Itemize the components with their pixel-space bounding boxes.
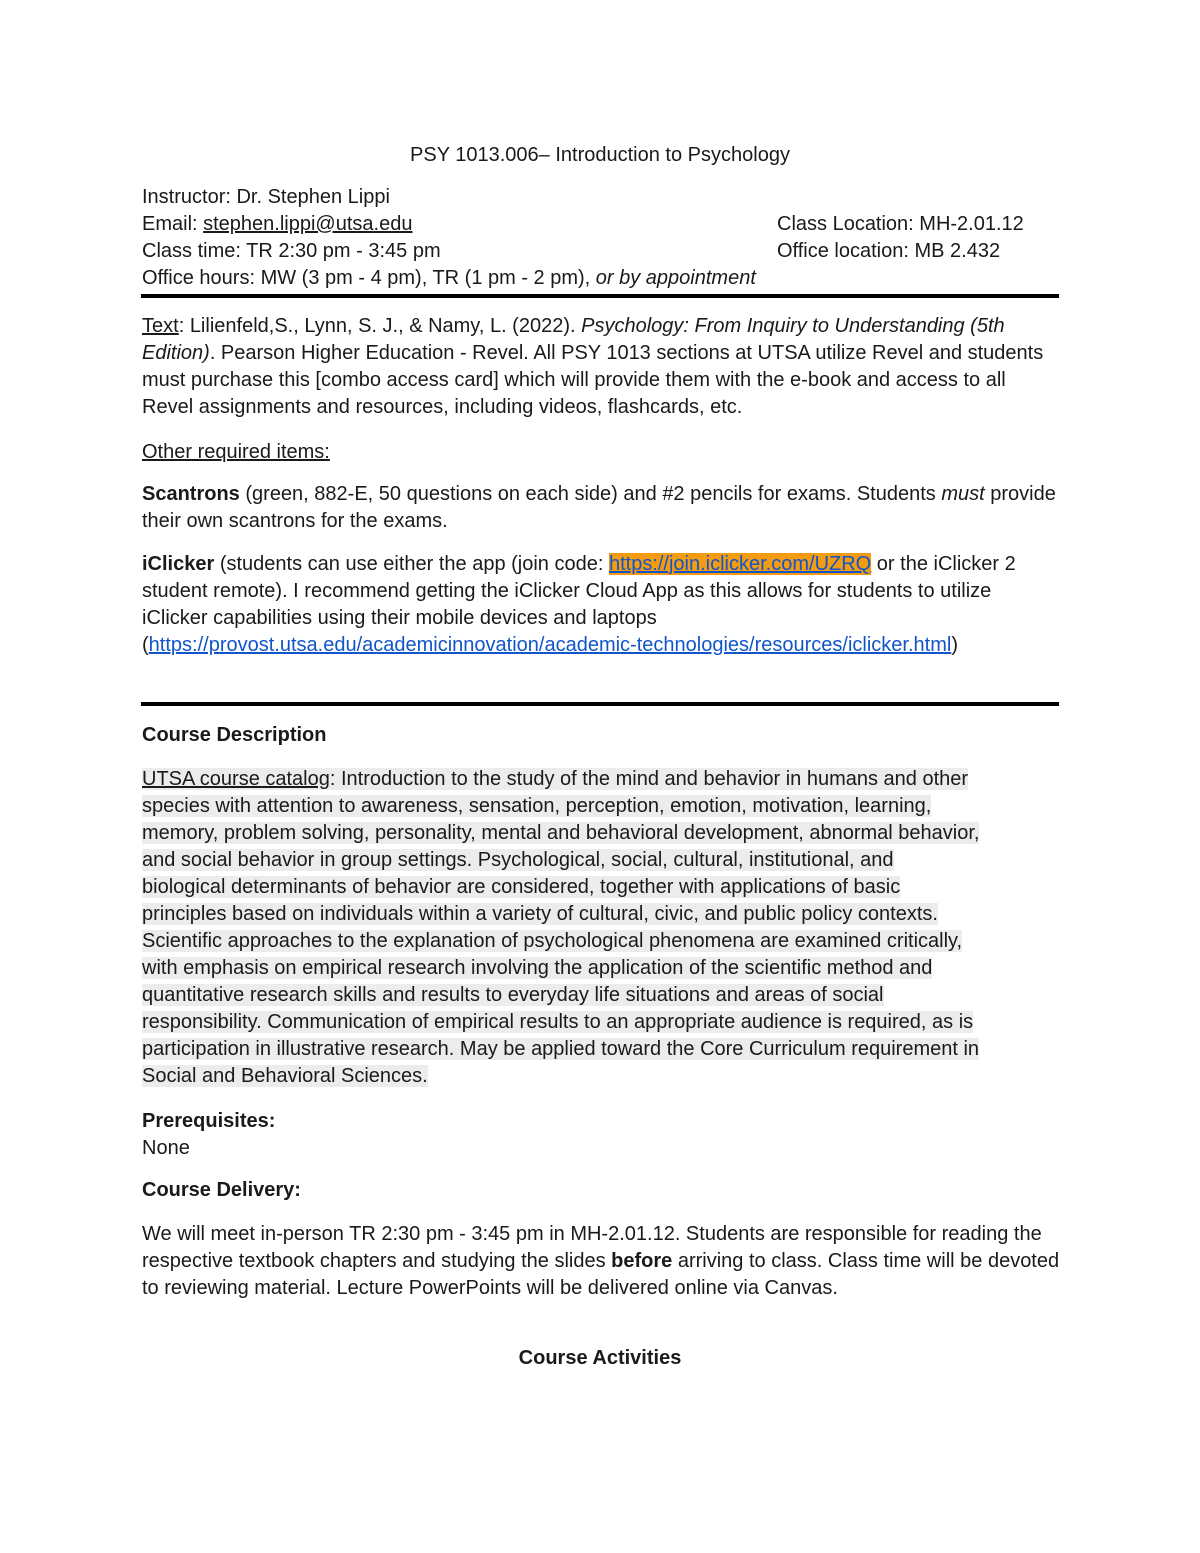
text-rest: . Pearson Higher Education - Revel. All PSY 1013 sections at UTSA utilize Revel and students must purchase this [combo access card] which will provide them with the e-book and access to all Revel assignments and resources, including videos, flashcards, etc. (142, 342, 1044, 418)
scantrons-must: must (941, 483, 985, 505)
delivery-text-1: We will meet in-person TR 2:30 pm - 3:45 pm in MH-2.01.12. Students are responsible for reading the respective textbook chapters and studying the slides (142, 1223, 1042, 1272)
text-colon: : (178, 315, 190, 337)
delivery-text-2: arriving to class. Class time will be devoted to reviewing material. Lecture PowerPoints will be delivered online via Canvas. (142, 1250, 1060, 1299)
office-location: Office location: MB 2.432 (777, 240, 1001, 262)
scantrons-text: (green, 882-E, 50 questions on each side) and #2 pencils for exams. Students (239, 483, 942, 505)
office-hours-appointment: or by appointment (590, 267, 756, 289)
catalog-line: Social and Behavioral Sciences. (142, 1065, 428, 1087)
class-time: Class time: TR 2:30 pm - 3:45 pm (142, 240, 441, 262)
iclicker-label: iClicker (142, 553, 215, 575)
course-title: PSY 1013.006– Introduction to Psychology (410, 144, 790, 166)
catalog-line: participation in illustrative research. May be applied toward the Core Curriculum requirement in (142, 1038, 980, 1060)
text-authors: Lilienfeld,S., Lynn, S. J., & Namy, L. (2022). (189, 315, 582, 337)
catalog-label: UTSA course catalog (142, 768, 330, 790)
instructor-line: Instructor: Dr. Stephen Lippi (142, 186, 390, 208)
scantrons-paragraph (142, 481, 1060, 535)
textbook-paragraph (142, 313, 1060, 421)
catalog-description (142, 766, 1060, 1090)
office-hours: Office hours: MW (3 pm - 4 pm), TR (1 pm - 2 pm), (142, 267, 591, 289)
iclicker-text-3: ) (951, 634, 958, 656)
course-delivery-heading: Course Delivery: (142, 1179, 301, 1201)
scantrons-end: provide their own scantrons for the exams. (142, 483, 1056, 532)
catalog-line: Scientific approaches to the explanation of psychological phenomena are examined critically, (142, 930, 963, 952)
catalog-line: quantitative research skills and results to everyday life situations and areas of social (142, 984, 884, 1006)
course-activities-heading: Course Activities (518, 1347, 682, 1369)
course-description-heading: Course Description (142, 724, 327, 746)
prerequisites-heading: Prerequisites: (142, 1110, 276, 1132)
catalog-line: and social behavior in group settings. Psychological, social, cultural, institutional, and (142, 849, 894, 871)
catalog-line: biological determinants of behavior are considered, together with applications of basic (142, 876, 901, 898)
catalog-line: responsibility. Communication of empirical results to an appropriate audience is required, as is (142, 1011, 974, 1033)
catalog-line (142, 766, 1060, 793)
catalog-line: principles based on individuals within a variety of cultural, civic, and public policy contexts. (142, 903, 938, 925)
catalog-line: memory, problem solving, personality, mental and behavioral development, abnormal behavior, (142, 822, 980, 844)
catalog-text: Introduction to the study of the mind and behavior in humans and other (335, 768, 969, 790)
iclicker-join-link[interactable]: https://join.iclicker.com/UZRQ (608, 553, 872, 575)
iclicker-text-1: (students can use either the app (join code: (214, 553, 609, 575)
email-label: Email: (142, 213, 204, 235)
email-line (142, 211, 412, 238)
course-delivery-paragraph (142, 1221, 1060, 1302)
iclicker-text-2: or the iClicker 2 student remote). I recommend getting the iClicker Cloud App as this allows for students to utilize iClicker capabilities using their mobile devices and laptops ( (142, 553, 1016, 656)
scantrons-label: Scantrons (142, 483, 240, 505)
text-book-title: Psychology: From Inquiry to Understanding (5th Edition) (142, 315, 1005, 364)
catalog-line: species with attention to awareness, sensation, perception, emotion, motivation, learning, (142, 795, 932, 817)
section-divider (141, 702, 1059, 706)
header-divider (141, 294, 1059, 298)
catalog-colon: : (329, 768, 336, 790)
prerequisites-value: None (142, 1137, 190, 1159)
class-location: Class Location: MH-2.01.12 (777, 213, 1024, 235)
catalog-line: with emphasis on empirical research involving the application of the scientific method and (142, 957, 933, 979)
delivery-bold: before (611, 1250, 673, 1272)
other-required-heading: Other required items: (142, 441, 330, 463)
iclicker-paragraph (142, 551, 1060, 659)
office-hours-line (142, 265, 756, 292)
email-link[interactable]: stephen.lippi@utsa.edu (203, 213, 413, 235)
text-label: Text (142, 315, 179, 337)
iclicker-provost-link[interactable]: https://provost.utsa.edu/academicinnovation/academic-technologies/resources/iclicker.html (148, 634, 952, 656)
